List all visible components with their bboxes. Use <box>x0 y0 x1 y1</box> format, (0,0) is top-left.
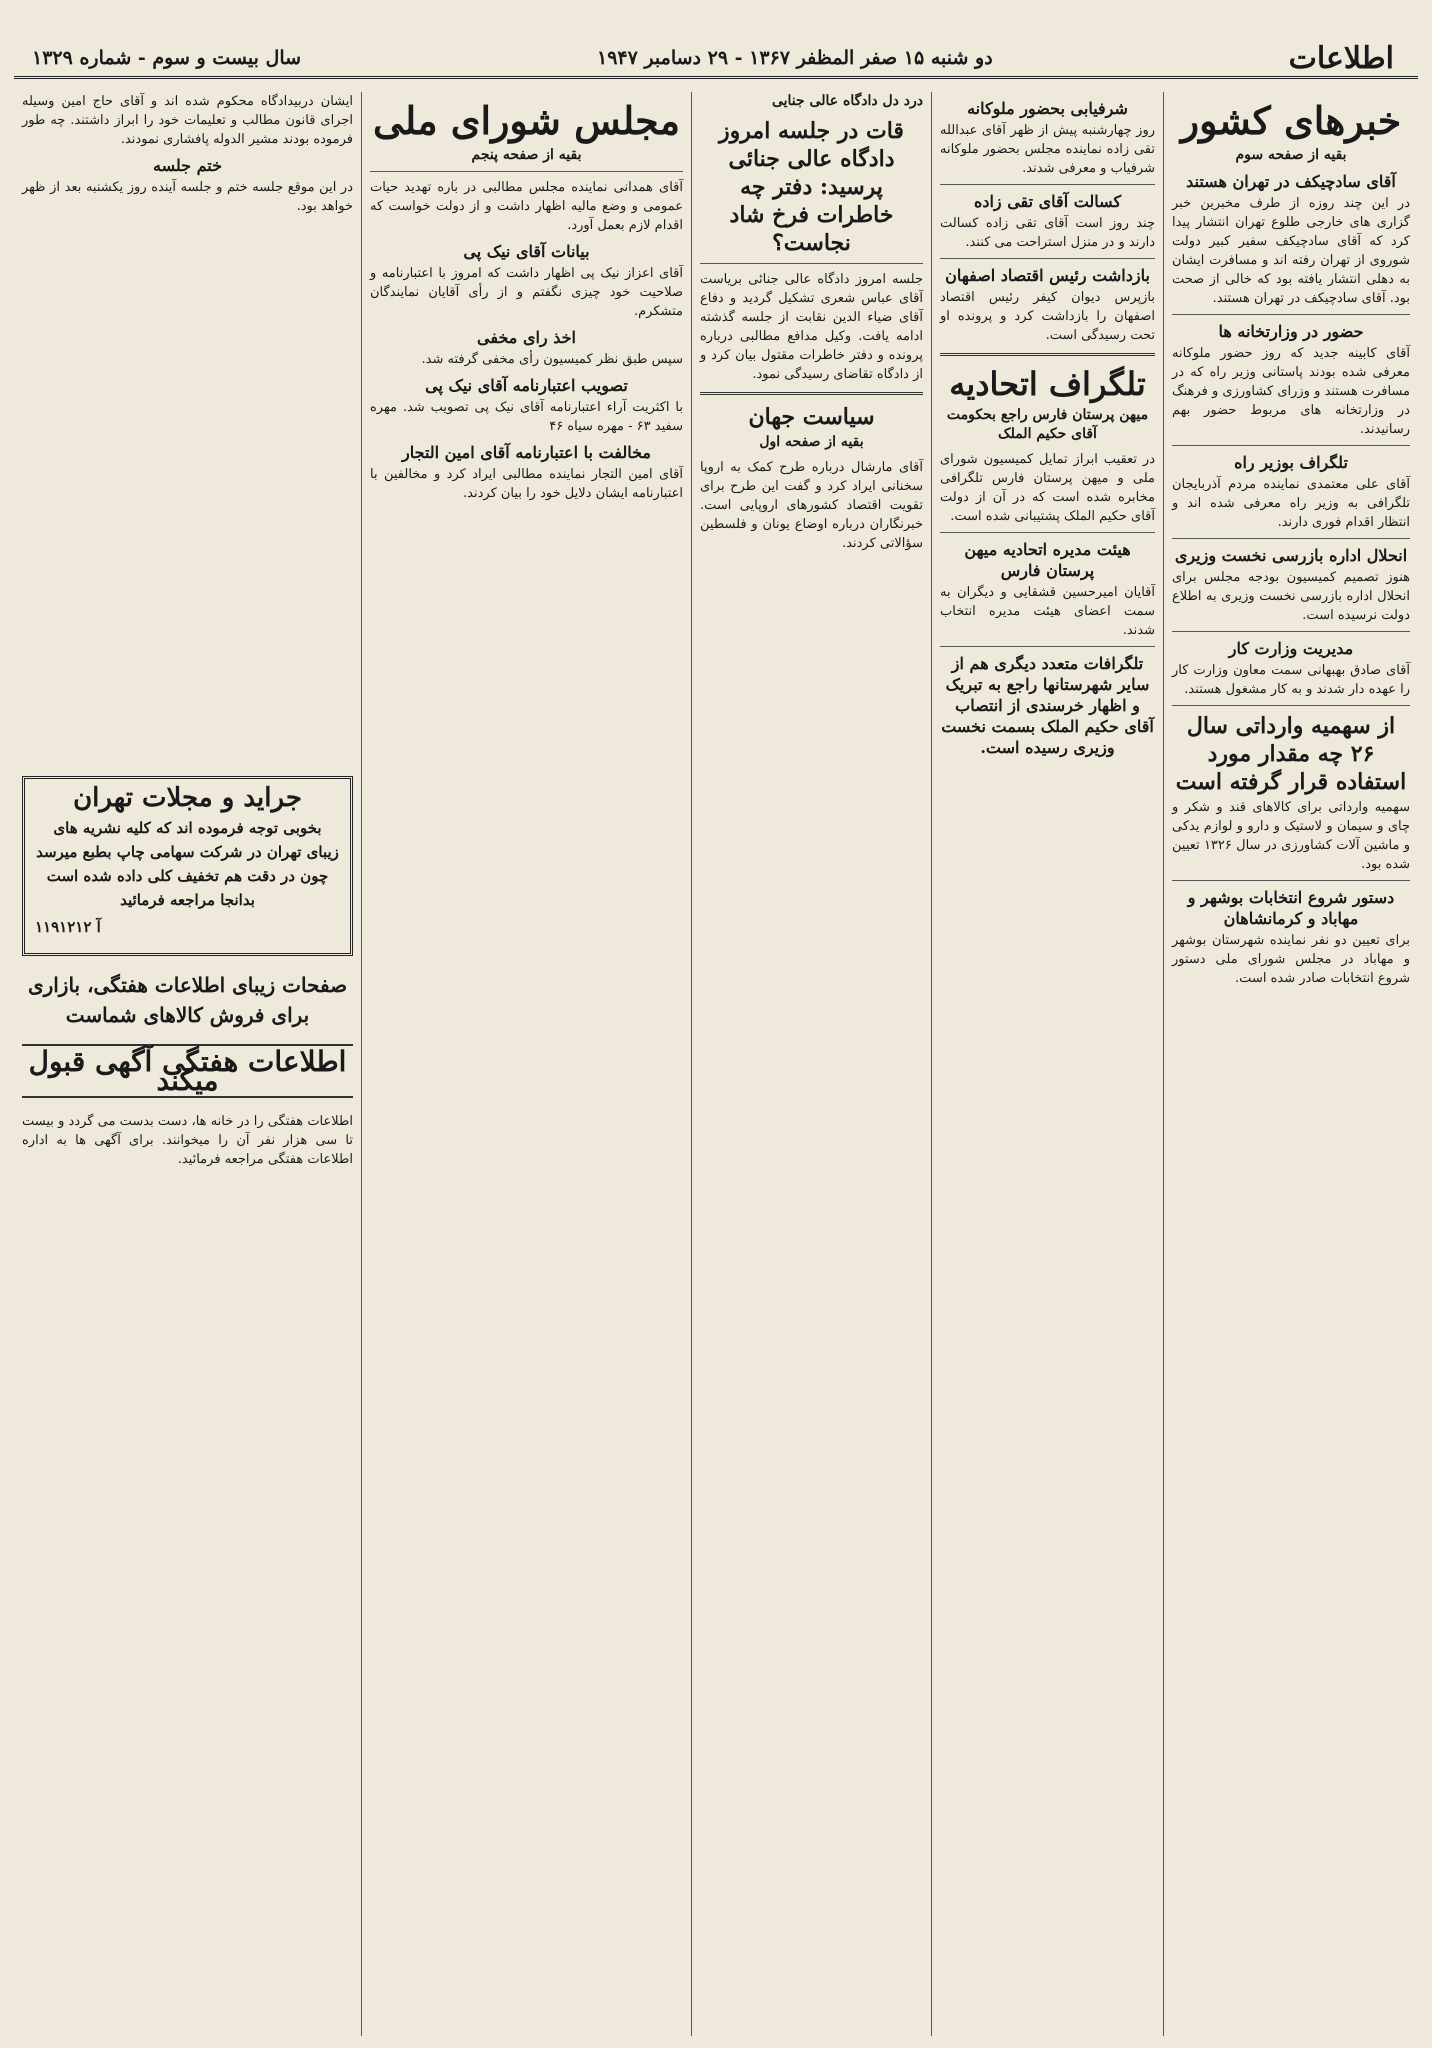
article-title: اخذ رای مخفی <box>477 328 576 347</box>
promo-weekly-pages: صفحات زیبای اطلاعات هفتگی، بازاری برای فروش کالاهای شماست <box>27 973 348 1027</box>
article-text: آقای کابینه جدید که روز حضور ملوکانه معرفی شده بودند پاستانی وزیر راه که در مسافرت هستند و وزرای کشاورزی و فرهنگ در وزارتخانه های مربوط حضور بهم رسانیدند. <box>1172 346 1410 437</box>
article-title: ختم جلسه <box>153 156 222 175</box>
article-text: در این موقع جلسه ختم و جلسه آینده روز یکشنبه بعد از ظهر خواهد بود. <box>22 180 353 214</box>
article-title: کسالت آقای تقی زاده <box>973 192 1122 211</box>
masthead-title: اطلاعات <box>1288 40 1394 76</box>
footer-text: اطلاعات هفتگی را در خانه ها، دست بدست می گردد و بیست تا سی هزار نفر آن را میخوانند. برای آگهی ها به اداره اطلاعات هفتگی مراجعه فرمائید. <box>22 1114 353 1167</box>
article-text: هنوز تصمیم کمیسیون بودجه مجلس برای انحلال اداره بازرسی نخست وزیری به اطلاع دولت نرسیده است. <box>1172 570 1410 623</box>
article-title: از سهمیه وارداتی سال ۲۶ چه مقدار مورد استفاده قرار گرفته است <box>1175 713 1407 795</box>
article-title: آقای سادچیکف در تهران هستند <box>1186 172 1396 191</box>
article-subtitle: میهن پرستان فارس راجع بحکومت آقای حکیم الملک <box>946 407 1149 442</box>
article-text: آقایان امیرحسین قشقایی و دیگران به سمت اعضای هیئت مدیره انتخاب شدند. <box>940 585 1155 638</box>
headline-domestic-news: خبرهای کشور <box>1180 98 1402 143</box>
article-text: ایشان دربیدادگاه محکوم شده اند و آقای حاج امین وسیله اجرای قانون مطالب و تعلیمات خود را ابراز داشتند. چه طور فرموده بودند مشیر الدوله پافشاری نمودند. <box>22 94 353 147</box>
article-title: هیئت مدیره اتحادیه میهن پرستان فارس <box>964 540 1131 580</box>
article-title: تصویب اعتبارنامه آقای نیک پی <box>425 376 628 395</box>
article-text: آقای علی معتمدی نماینده مردم آذربایجان تلگرافی به وزیر راه معرفی شده اند و انتظار اقدام فوری دارند. <box>1172 477 1410 530</box>
article-text: بازپرس دیوان کیفر رئیس اقتصاد اصفهان را بازداشت کرد و پرونده او تحت رسیدگی است. <box>940 290 1155 343</box>
article-kicker: درد دل دادگاه عالی جنایی <box>771 93 923 109</box>
article-text: چند روز است آقای تقی زاده کسالت دارند و در منزل استراحت می کنند. <box>940 216 1155 250</box>
headline-union-telegram: تلگراف اتحادیه <box>949 365 1146 403</box>
article-text: جلسه امروز دادگاه عالی جنائی بریاست آقای عباس شعری تشکیل گردید و دفاع آقای ضیاء الدین نقابت از جلسه گذشته ادامه یافت. وکیل مدافع مطالبی درباره پرونده و دفتر خاطرات مقتول بیان کرد و از دادگاه تقاضای رسیدگی نمود. <box>700 272 923 382</box>
issue-number: سال بیست و سوم - شماره ۱۳۲۹ <box>32 47 302 69</box>
headline-world-politics: سیاست جهان <box>748 404 875 430</box>
continued-note: بقیه از صفحه سوم <box>1235 147 1347 163</box>
issue-date: دو شنبه ۱۵ صفر المظفر ۱۳۶۷ - ۲۹ دسامبر ۱۹۴۷ <box>596 47 993 69</box>
promo-weekly-ads: اطلاعات هفتگی آگهی قبول میکند <box>22 1044 353 1098</box>
article-title: انحلال اداره بازرسی نخست وزیری <box>1174 546 1408 565</box>
article-text: در این چند روزه از طرف مخبرین خبر گزاری های خارجی طلوع تهران انتشار پیدا کرد که آقای سادچیکف سفیر کبیر دولت شوروی از تهران رفته اند و مسافرت ایشان به دهلی انتشار یافته بود که خالی از صحت بود. آقای سادچیکف در تهران هستند. <box>1172 196 1410 306</box>
ad-tehran-press <box>22 776 353 956</box>
article-title: دستور شروع انتخابات بوشهر و مهاباد و کرمانشاهان <box>1187 888 1395 928</box>
column-politics <box>931 92 1163 2036</box>
headline-parliament: مجلس شورای ملی <box>372 98 681 143</box>
article-text: سپس طبق نظر کمیسیون رأی مخفی گرفته شد. <box>421 352 683 367</box>
article-title: حضور در وزارتخانه ها <box>1218 322 1364 341</box>
article-text: آقای همدانی نماینده مجلس مطالبی در باره تهدید حیات عمومی و وضع مالیه اظهار داشت و از دولت خواست که اقدام لازم بعمل آورد. <box>370 180 683 233</box>
article-text: برای تعیین دو نفر نماینده شهرستان بوشهر و مهاباد در مجلس شورای ملی دستور شروع انتخابات صادر شده است. <box>1172 933 1410 986</box>
ad-number: ۱۱۹۱۲۱۲ آ <box>35 918 101 936</box>
article-text: آقای مارشال درباره طرح کمک به اروپا سخنانی ایراد کرد و گفت این طرح برای تقویت اقتصاد کشورهای اروپایی است. خبرنگاران درباره اوضاع یونان و فلسطین سؤالاتی کردند. <box>700 460 923 551</box>
newspaper-page <box>14 40 1418 2036</box>
column-parliament <box>361 92 691 2036</box>
column-left <box>14 92 361 2036</box>
article-title: مخالفت با اعتبارنامه آقای امین التجار <box>402 443 651 462</box>
article-title: بازداشت رئیس اقتصاد اصفهان <box>945 266 1150 285</box>
masthead-bar <box>14 40 1418 79</box>
article-title: تلگراف بوزیر راه <box>1234 453 1348 472</box>
article-title: بیانات آقای نیک پی <box>463 242 590 261</box>
continued-note: بقیه از صفحه پنجم <box>471 147 582 163</box>
article-title: مدیریت وزارت کار <box>1228 639 1354 658</box>
continued-note: بقیه از صفحه اول <box>759 434 864 450</box>
article-text: آقای امین التجار نماینده مطالبی ایراد کرد و مخالفین با اعتبارنامه ایشان دلایل خود را بیان کردند. <box>370 467 683 501</box>
article-text: آقای اعزاز نیک پی اظهار داشت که امروز با اعتبارنامه و صلاحیت خود چیزی نگفتم و از رأی آقایان نمایندگان متشکرم. <box>370 266 683 319</box>
ad-title: جراید و مجلات تهران <box>73 783 302 813</box>
article-text: آقای صادق بهبهانی سمت معاون وزارت کار را عهده دار شدند و به کار مشغول هستند. <box>1172 663 1410 697</box>
article-text: در تعقیب ابراز تمایل کمیسیون شورای ملی و میهن پرستان فارس تلگرافی مخابره شده است که در آن از دولت آقای حکیم الملک پشتیبانی شده است. <box>940 452 1155 524</box>
article-text: سهمیه وارداتی برای کالاهای قند و شکر و چای و سیمان و لاستیک و دارو و لوازم یدکی و ماشین آلات کشاورزی در سال ۱۳۲۶ تعیین شده بود. <box>1172 800 1410 872</box>
ad-text: بخوبی توجه فرموده اند که کلیه نشریه های زیبای تهران در شرکت سهامی چاپ بطبع میرسد چون در دقت هم تخفیف کلی داده شده است بدانجا مراجعه فرمائید <box>36 819 339 909</box>
article-text: با اکثریت آراء اعتبارنامه آقای نیک پی تصویب شد. مهره سفید ۶۳ - مهره سیاه ۴۶ <box>370 400 683 434</box>
article-text: روز چهارشنبه پیش از ظهر آقای عبدالله تقی زاده نماینده مجلس بحضور ملوکانه شرفیاب و معرفی شدند. <box>940 123 1155 176</box>
headline-court: قات در جلسه امروز دادگاه عالی جنائی پرسید: دفتر چه خاطرات فرخ شاد نجاست؟ <box>719 118 904 256</box>
column-domestic-news <box>1163 92 1418 2036</box>
article-title: تلگرافات متعدد دیگری هم از سایر شهرستانها راجع به تبریک و اظهار خرسندی از انتصاب آقای حکیم الملک بسمت نخست وزیری رسیده است. <box>941 654 1154 757</box>
article-title: شرفیابی بحضور ملوکانه <box>967 99 1128 118</box>
column-court <box>691 92 931 2036</box>
